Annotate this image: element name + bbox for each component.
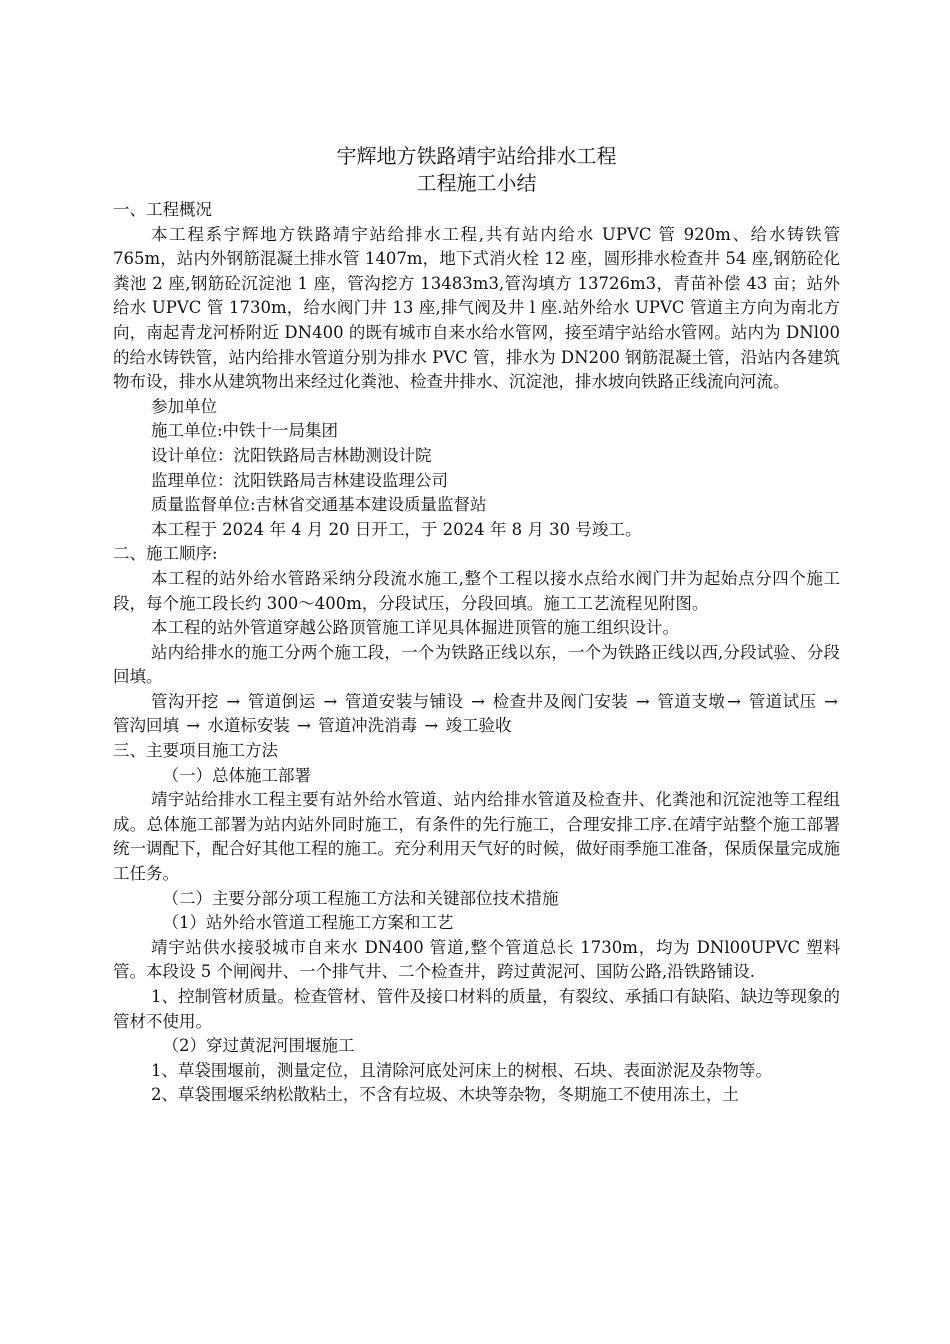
arrow-right-icon: → <box>419 716 444 736</box>
design-unit: 设计单位：沈阳铁路局吉林勘测设计院 <box>150 445 432 465</box>
arrow-right-icon: → <box>291 716 317 736</box>
document-title: 宇辉地方铁路靖宇站给排水工程 <box>336 144 617 168</box>
deployment-paragraph: 靖宇站给排水工程主要有站外给水管道、站内给排水管道及检查井、化粪池和沉淀池等工程组成。总体施工部署为站内站外同时施工，有条件的先行施工，合理安排工序.在靖宇站整个施工部署统一调配下，配合好其他工程的施工。充分利用天气好的时候，做好雨季施工准备，保质保量完成施工任务。 <box>113 790 840 884</box>
document-subtitle: 工程施工小结 <box>416 171 537 195</box>
flow-step: 管道支墩 <box>657 691 726 711</box>
outdoor-supply-step-1: 1、控制管材质量。检查管材、管件及接口材料的质量，有裂纹、承插口有缺陷、缺边等现象的管材不使用。 <box>113 987 840 1031</box>
quality-unit: 质量监督单位:吉林省交通基本建设质量监督站 <box>150 495 487 515</box>
construction-unit: 施工单位:中铁十一局集团 <box>150 421 338 441</box>
outdoor-supply-paragraph: 靖宇站供水接驳城市自来水 DN400 管道,整个管道总长 1730m，均为 DNl00UPVC 塑料管。本段设 5 个闸阀井、一个排气井、二个检查井，跨过黄泥河、国防公路,沿铁路铺设. <box>113 937 840 982</box>
arrow-right-icon: → <box>818 691 838 711</box>
flow-step: 管道试压 <box>748 691 817 711</box>
supervision-unit: 监理单位：沈阳铁路局吉林建设监理公司 <box>150 470 448 490</box>
item-heading-cofferdam: （2）穿过黄泥河围堰施工 <box>162 1036 355 1056</box>
project-dates: 本工程于 2024 年 4 月 20 日开工，于 2024 年 8 月 30 号竣工。 <box>150 519 642 539</box>
sequence-paragraph-2: 本工程的站外管道穿越公路顶管施工详见具体掘进顶管的施工组织设计。 <box>150 618 679 638</box>
section-heading-sequence: 二、施工顺序: <box>113 544 218 564</box>
arrow-right-icon: → <box>465 691 491 711</box>
item-heading-outdoor-supply: （1）站外给水管道工程施工方案和工艺 <box>162 913 454 933</box>
arrow-right-icon: → <box>727 691 747 711</box>
arrow-right-icon: → <box>220 691 246 711</box>
flow-step: 检查井及阀门安装 <box>492 691 629 711</box>
flow-step: 管沟回填 <box>113 716 179 736</box>
overview-paragraph: 本工程系宇辉地方铁路靖宇站给排水工程,共有站内给水 UPVC 管 920m、给水铸铁管 765m，站内外钢筋混凝土排水管 1407m，地下式消火栓 12 座，圆形排水检查井 54 座,钢筋砼化粪池 2 座,钢筋砼沉淀池 1 座，管沟挖方 13483m3,管沟填方 13726m3，青苗补偿 43 亩；站外给水 UPVC 管 1730m，给水阀门井 13 座,排气阀及井 l 座.站外给水 UPVC 管道主方向为南北方向，南起青龙河桥附近 DN400 的既有城市自来水给水管网，接至靖宇站给水管网。站内为 DNl00 的给水铸铁管，站内给排水管道分别为排水 PVC 管，排水为 DN200 钢筋混凝土管，沿站内各建筑物布设，排水从建筑物出来经过化粪池、检查井排水、沉淀池，排水坡向铁路正线流向河流。 <box>113 224 840 392</box>
sequence-paragraph-1: 本工程的站外给水管路采纳分段流水施工,整个工程以接水点给水阀门井为起始点分四个施工段，每个施工段长约 300～400m，分段试压，分段回填。施工工艺流程见附图。 <box>113 568 840 613</box>
flow-step: 竣工验收 <box>445 716 512 736</box>
document-page <box>113 142 840 1108</box>
flow-step: 管道倒运 <box>247 691 316 711</box>
arrow-right-icon: → <box>630 691 656 711</box>
arrow-right-icon: → <box>317 691 343 711</box>
subheading-overall-deployment: （一）总体施工部署 <box>162 765 311 785</box>
flow-step: 管道冲洗消毒 <box>318 716 418 736</box>
flow-step: 水道标安装 <box>207 716 290 736</box>
section-heading-overview: 一、工程概况 <box>113 200 212 219</box>
subheading-key-methods: （二）主要分部分项工程施工方法和关键部位技术措施 <box>162 888 559 908</box>
cofferdam-step-1: 1、草袋围堰前，测量定位，且清除河底处河床上的树根、石块、表面淤泥及杂物等。 <box>150 1060 772 1080</box>
participants-heading: 参加单位 <box>150 396 217 416</box>
flow-step: 管道安装与铺设 <box>344 691 464 711</box>
flow-step: 管沟开挖 <box>150 691 219 711</box>
process-flow <box>113 690 840 739</box>
cofferdam-step-2: 2、草袋围堰采纳松散粘土，不含有垃圾、木块等杂物，冬期施工不使用冻土，土 <box>150 1085 739 1105</box>
arrow-right-icon: → <box>181 716 206 736</box>
section-heading-methods: 三、主要项目施工方法 <box>113 741 278 761</box>
sequence-paragraph-3: 站内给排水的施工分两个施工段，一个为铁路正线以东，一个为铁路正线以西,分段试验、分段回填。 <box>113 642 840 687</box>
